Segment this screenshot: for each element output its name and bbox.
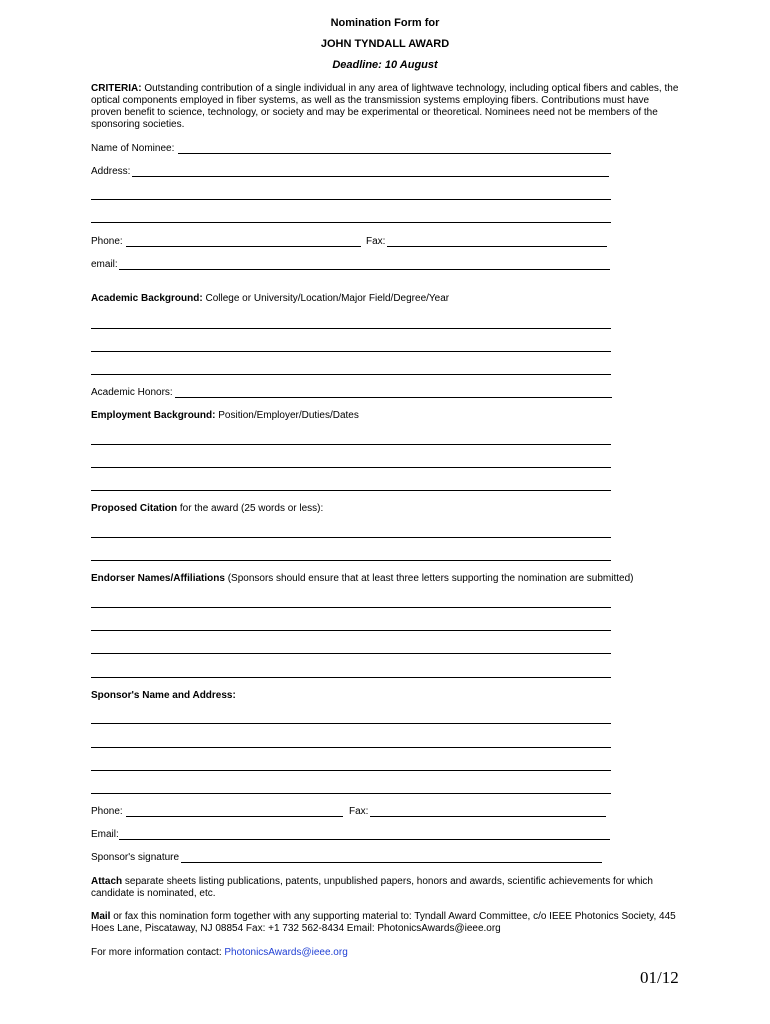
address-field-3[interactable] [91,222,611,223]
endorser-heading: Endorser Names/Affiliations (Sponsors should ensure that at least three letters supporting the nomination are submitted) [91,573,634,584]
citation-line-1[interactable] [91,537,611,538]
mail-paragraph: Mail or fax this nomination form together with any supporting material to: Tyndall Award Committee, c/o IEEE Photonics Society, 445 Hoes Lane, Piscataway, NJ 08854 Fax: +1 732 562-8434 Email: PhotonicsAwards@ieee.org [91,911,676,934]
sponsor-phone-field[interactable] [126,816,343,817]
employment-background-heading: Employment Background: Position/Employer/Duties/Dates [91,410,359,421]
sponsor-signature-label: Sponsor's signature [91,852,180,863]
criteria-text: Outstanding contribution of a single individual in any area of lightwave technology, including optical fibers and cables, the optical components employed in fiber systems, as well as the transmission systems employing fibers. Contributions must have proven benefit to science, technology, or society and may be experimental or theoretical. Nominees need not be members of the sponsoring societies. [91,83,679,130]
fax-label: Fax: [366,236,386,247]
employment-line-3[interactable] [91,490,611,491]
endorser-line-1[interactable] [91,607,611,608]
academic-line-1[interactable] [91,328,611,329]
address-field-2[interactable] [91,199,611,200]
form-title: Nomination Form for [330,17,440,29]
nominee-name-field[interactable] [178,153,611,154]
phone-label: Phone: [91,236,123,247]
proposed-citation-heading: Proposed Citation for the award (25 words or less): [91,503,324,514]
sponsor-line-1[interactable] [91,723,611,724]
sponsor-email-label: Email: [91,829,119,840]
employment-line-2[interactable] [91,467,611,468]
fax-field[interactable] [387,246,607,247]
contact-email-link[interactable]: PhotonicsAwards@ieee.org [224,947,348,958]
academic-honors-label: Academic Honors: [91,387,173,398]
academic-background-heading: Academic Background: College or University/Location/Major Field/Degree/Year [91,293,450,304]
sponsor-heading: Sponsor's Name and Address: [91,690,236,701]
citation-line-2[interactable] [91,560,611,561]
nominee-name-label: Name of Nominee: [91,143,175,154]
email-field[interactable] [119,269,610,270]
deadline: Deadline: 10 August [332,59,438,71]
sponsor-line-3[interactable] [91,770,611,771]
contact-line [91,947,348,959]
academic-line-3[interactable] [91,374,611,375]
criteria-label: CRITERIA: [91,83,142,94]
email-label: email: [91,259,118,270]
academic-honors-field[interactable] [175,397,612,398]
address-label: Address: [91,166,131,177]
sponsor-fax-field[interactable] [370,816,606,817]
contact-text: For more information contact: [91,947,225,958]
endorser-line-4[interactable] [91,677,611,678]
sponsor-email-field[interactable] [119,839,610,840]
sponsor-line-4[interactable] [91,793,611,794]
form-code: 01/12 [640,968,679,987]
endorser-line-2[interactable] [91,630,611,631]
sponsor-line-2[interactable] [91,747,611,748]
sponsor-signature-field[interactable] [181,862,602,863]
endorser-line-3[interactable] [91,653,611,654]
academic-line-2[interactable] [91,351,611,352]
sponsor-phone-label: Phone: [91,806,123,817]
phone-field[interactable] [126,246,361,247]
award-name: JOHN TYNDALL AWARD [320,38,450,50]
employment-line-1[interactable] [91,444,611,445]
criteria-paragraph [91,83,681,131]
sponsor-fax-label: Fax: [349,806,369,817]
address-field-1[interactable] [132,176,609,177]
attach-paragraph: Attach separate sheets listing publications, patents, unpublished papers, honors and awards, scientific achievements for which candidate is nominated, etc. [91,876,653,899]
